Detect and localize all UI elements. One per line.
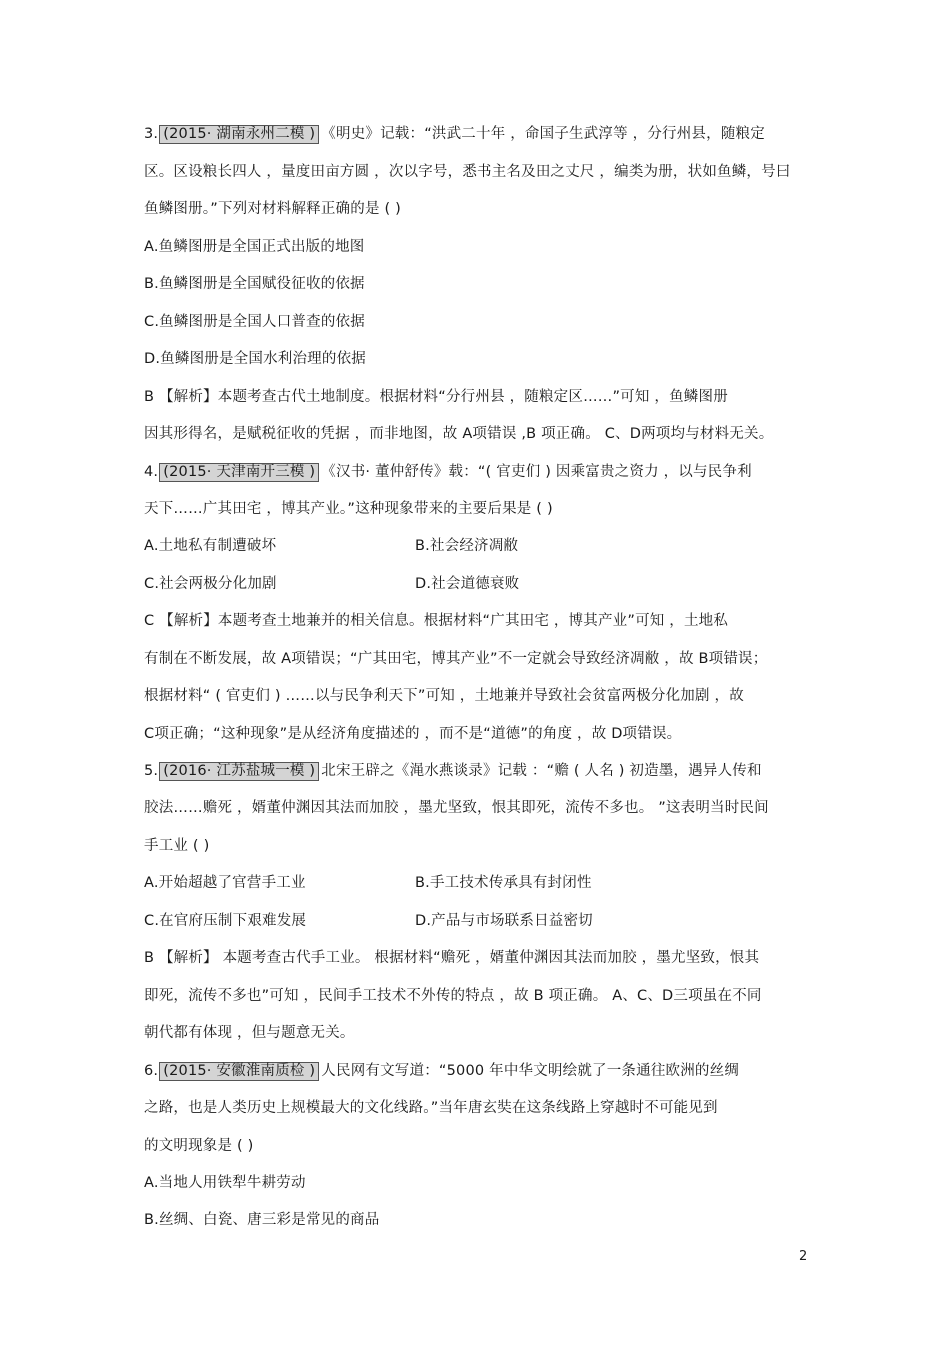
q5-option-a: A.开始超越了官营手工业	[144, 875, 306, 891]
q4-stem-line-2: 天下……广其田宅 ，博其产业。”这种现象带来的主要后果是 ( )	[144, 501, 553, 517]
q4-analysis-line-2: 有制在不断发展，故 A项错误；“广其田宅，博其产业”不一定就会导致经济凋敝 ，故 B项错误；	[144, 651, 768, 667]
q6-stem-line-1: 6. (2015· 安徽淮南质检 ) 人民网有文写道：“5000 年中华文明绘就了一条通往欧洲的丝绸	[144, 1063, 740, 1079]
q4-analysis-line-1: C 【解析】本题考查土地兼并的相关信息。根据材料“广其田宅 ，博其产业”可知 ，土地私	[144, 613, 729, 629]
q5-option-c: C.在官府压制下艰难发展	[144, 913, 307, 929]
q4-analysis-line-4: C项正确；“这种现象”是从经济角度描述的 ，而不是“道德”的角度 ，故 D项错误。	[144, 726, 682, 742]
q4-number: 4.	[144, 464, 159, 480]
q4-stem-line-1: 4. (2015· 天津南开三模 ) 《汉书· 董仲舒传》载：“( 官吏们 ) 因乘富贵之资力 ，以与民争利	[144, 464, 752, 480]
q4-option-a: A.土地私有制遭破坏	[144, 538, 277, 554]
q3-stem-line-2: 区。区设粮长四人 ，量度田亩方圆 ，次以字号，悉书主名及田之丈尺 ，编类为册，状如鱼鳞，号曰	[144, 164, 791, 180]
q6-option-a: A.当地人用铁犁牛耕劳动	[144, 1175, 306, 1191]
q3-stem-line-3: 鱼鳞图册。”下列对材料解释正确的是 ( )	[144, 201, 401, 217]
q5-stem-line-2: 胶法……赡死 ，婿董仲渊因其法而加胶 ，墨尤坚致，恨其即死，流传不多也。 ”这表明当时民间	[144, 800, 769, 816]
q4-option-d: D.社会道德衰败	[415, 576, 520, 592]
q3-option-a: A.鱼鳞图册是全国正式出版的地图	[144, 239, 365, 255]
q6-stem-line-3: 的文明现象是 ( )	[144, 1138, 254, 1154]
q5-options-row-2	[144, 911, 830, 931]
q6-number: 6.	[144, 1063, 159, 1079]
q3-source-tag: (2015· 湖南永州二模 )	[159, 125, 319, 144]
page-number: 2	[799, 1249, 808, 1264]
q5-options-row-1	[144, 873, 830, 893]
q4-options-row-2	[144, 574, 830, 594]
q5-stem-line-3: 手工业 ( )	[144, 838, 210, 854]
q5-option-b: B.手工技术传承具有封闭性	[415, 875, 592, 891]
q4-option-b: B.社会经济凋敝	[415, 538, 519, 554]
q6-option-b: B.丝绸、白瓷、唐三彩是常见的商品	[144, 1212, 380, 1228]
q4-source-tag: (2015· 天津南开三模 )	[159, 463, 319, 482]
q3-analysis-line-1: B 【解析】本题考查古代土地制度。根据材料“分行州县 ，随粮定区……”可知 ，鱼鳞图册	[144, 389, 728, 405]
q6-stem-line-2: 之路，也是人类历史上规模最大的文化线路。”当年唐玄奘在这条线路上穿越时不可能见到	[144, 1100, 718, 1116]
q5-analysis-line-2: 即死，流传不多也”可知 ，民间手工技术不外传的特点 ，故 B 项正确。 A、C、D三项虽在不同	[144, 988, 762, 1004]
q5-analysis-line-3: 朝代都有体现 ，但与题意无关。	[144, 1025, 355, 1041]
q3-stem-line-1: 3. (2015· 湖南永州二模 ) 《明史》记载：“洪武二十年 ，命国子生武淳等 ，分行州县，随粮定	[144, 126, 765, 142]
q5-option-d: D.产品与市场联系日益密切	[415, 913, 593, 929]
q5-number: 5.	[144, 763, 159, 779]
q6-source-tag: (2015· 安徽淮南质检 )	[159, 1062, 319, 1081]
q3-option-d: D.鱼鳞图册是全国水利治理的依据	[144, 351, 366, 367]
q5-stem-line-1: 5. (2016· 江苏盐城一模 ) 北宋王辟之《渑水燕谈录》记载 ：“赡 ( 人名 ) 初造墨，遇异人传和	[144, 763, 762, 779]
q5-source-tag: (2016· 江苏盐城一模 )	[159, 762, 319, 781]
q5-analysis-line-1: B 【解析】 本题考查古代手工业。 根据材料“赡死 ，婿董仲渊因其法而加胶 ，墨尤坚致，恨其	[144, 950, 760, 966]
q3-option-c: C.鱼鳞图册是全国人口普查的依据	[144, 314, 365, 330]
q3-number: 3.	[144, 126, 159, 142]
q3-analysis-line-2: 因其形得名，是赋税征收的凭据 ，而非地图，故 A项错误 ,B 项正确。 C、D两项均与材料无关。	[144, 426, 774, 442]
q4-analysis-line-3: 根据材料“ ( 官吏们 ) ……以与民争利天下”可知 ，土地兼并导致社会贫富两极分化加剧 ，故	[144, 688, 744, 704]
q4-option-c: C.社会两极分化加剧	[144, 576, 277, 592]
q4-options-row-1	[144, 536, 830, 556]
q3-option-b: B.鱼鳞图册是全国赋役征收的依据	[144, 276, 365, 292]
